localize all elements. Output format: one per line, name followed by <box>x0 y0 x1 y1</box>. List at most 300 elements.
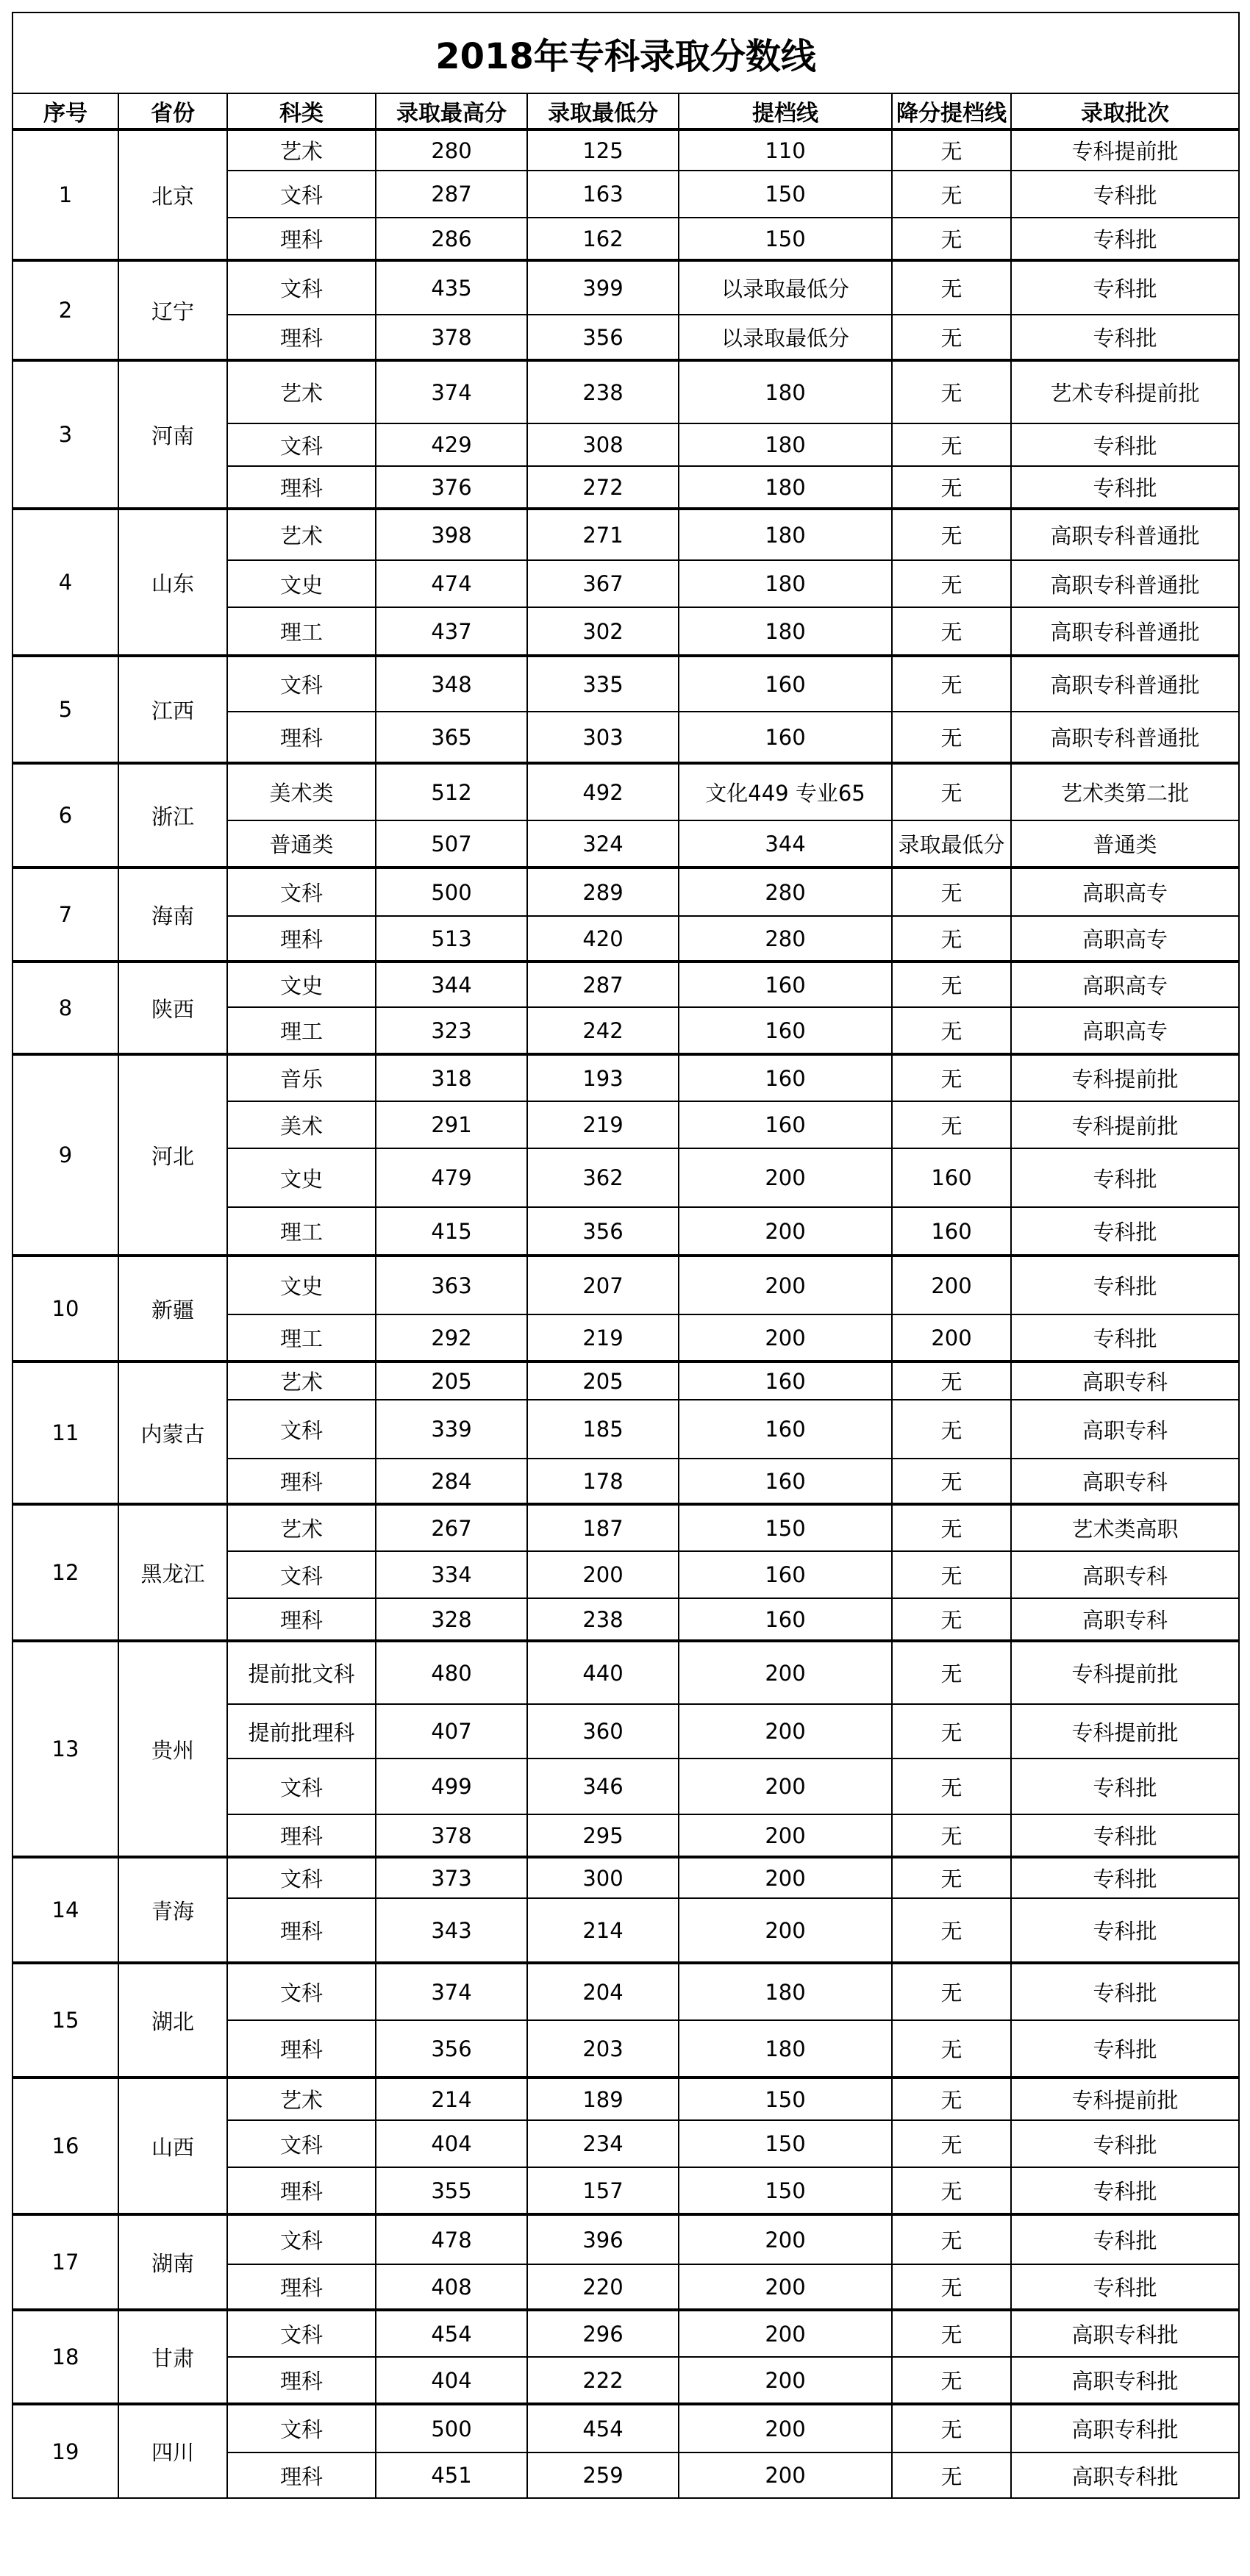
cell-reduced-cutoff: 无 <box>892 1007 1011 1054</box>
cell-category: 理科 <box>227 2167 376 2214</box>
cell-category: 文史 <box>227 1256 376 1314</box>
cell-province: 海南 <box>118 867 227 962</box>
cell-batch: 艺术专科提前批 <box>1011 360 1239 423</box>
cell-province: 河南 <box>118 360 227 509</box>
cell-reduced-cutoff: 无 <box>892 1898 1011 1963</box>
cell-max-score: 355 <box>376 2167 527 2214</box>
cell-min-score: 125 <box>527 129 679 171</box>
cell-cutoff: 200 <box>679 2214 892 2264</box>
cell-batch: 普通类 <box>1011 820 1239 867</box>
cell-category: 普通类 <box>227 820 376 867</box>
cell-category: 理工 <box>227 607 376 656</box>
cell-category: 文史 <box>227 1148 376 1207</box>
cell-batch: 专科批 <box>1011 2167 1239 2214</box>
cell-reduced-cutoff: 无 <box>892 218 1011 260</box>
cell-min-score: 162 <box>527 218 679 260</box>
cell-batch: 专科批 <box>1011 218 1239 260</box>
cell-max-score: 280 <box>376 129 527 171</box>
cell-batch: 专科提前批 <box>1011 1704 1239 1759</box>
cell-batch: 专科批 <box>1011 2120 1239 2167</box>
cell-batch: 高职专科普通批 <box>1011 560 1239 607</box>
cell-province: 山西 <box>118 2078 227 2214</box>
cell-province: 四川 <box>118 2404 227 2498</box>
cell-cutoff: 150 <box>679 218 892 260</box>
cell-max-score: 479 <box>376 1148 527 1207</box>
cell-batch: 专科批 <box>1011 260 1239 315</box>
cell-max-score: 374 <box>376 360 527 423</box>
cell-batch: 高职专科普通批 <box>1011 656 1239 712</box>
header-min-score: 录取最低分 <box>527 93 679 129</box>
cell-reduced-cutoff: 无 <box>892 1641 1011 1704</box>
cell-reduced-cutoff: 无 <box>892 129 1011 171</box>
table-row <box>12 1362 1239 1400</box>
cell-max-score: 339 <box>376 1400 527 1459</box>
cell-min-score: 420 <box>527 916 679 962</box>
cell-reduced-cutoff: 无 <box>892 916 1011 962</box>
cell-max-score: 365 <box>376 712 527 763</box>
cell-batch: 艺术类第二批 <box>1011 763 1239 820</box>
cell-reduced-cutoff: 200 <box>892 1314 1011 1362</box>
cell-cutoff: 180 <box>679 509 892 560</box>
header-reduced-cutoff: 降分提档线 <box>892 93 1011 129</box>
cell-batch: 专科提前批 <box>1011 1101 1239 1148</box>
cell-no: 4 <box>12 509 118 656</box>
cell-min-score: 219 <box>527 1101 679 1148</box>
cell-min-score: 296 <box>527 2310 679 2357</box>
cell-reduced-cutoff: 无 <box>892 2120 1011 2167</box>
cell-category: 文史 <box>227 560 376 607</box>
cell-category: 提前批理科 <box>227 1704 376 1759</box>
cell-min-score: 259 <box>527 2452 679 2498</box>
cell-min-score: 287 <box>527 962 679 1007</box>
cell-batch: 专科批 <box>1011 466 1239 509</box>
cell-no: 14 <box>12 1857 118 1963</box>
cell-min-score: 303 <box>527 712 679 763</box>
cell-category: 理科 <box>227 712 376 763</box>
cell-batch: 专科批 <box>1011 1857 1239 1898</box>
cell-min-score: 205 <box>527 1362 679 1400</box>
cell-cutoff: 文化449 专业65 <box>679 763 892 820</box>
cell-cutoff: 160 <box>679 1459 892 1504</box>
cell-max-score: 291 <box>376 1101 527 1148</box>
table-row <box>12 656 1239 712</box>
cell-no: 7 <box>12 867 118 962</box>
cell-reduced-cutoff: 无 <box>892 712 1011 763</box>
cell-max-score: 344 <box>376 962 527 1007</box>
cell-max-score: 437 <box>376 607 527 656</box>
cell-cutoff: 200 <box>679 1148 892 1207</box>
cell-cutoff: 200 <box>679 1207 892 1256</box>
cell-no: 1 <box>12 129 118 260</box>
cell-max-score: 267 <box>376 1504 527 1551</box>
cell-reduced-cutoff: 无 <box>892 315 1011 360</box>
cell-cutoff: 110 <box>679 129 892 171</box>
cell-reduced-cutoff: 无 <box>892 1054 1011 1101</box>
table-row <box>12 1641 1239 1704</box>
cell-no: 16 <box>12 2078 118 2214</box>
cell-category: 提前批文科 <box>227 1641 376 1704</box>
cell-cutoff: 160 <box>679 962 892 1007</box>
cell-category: 理科 <box>227 2264 376 2310</box>
cell-reduced-cutoff: 无 <box>892 423 1011 466</box>
cell-min-score: 295 <box>527 1814 679 1857</box>
header-no: 序号 <box>12 93 118 129</box>
cell-reduced-cutoff: 无 <box>892 466 1011 509</box>
cell-reduced-cutoff: 无 <box>892 2078 1011 2120</box>
cell-category: 艺术 <box>227 1504 376 1551</box>
cell-no: 17 <box>12 2214 118 2310</box>
header-category: 科类 <box>227 93 376 129</box>
cell-reduced-cutoff: 无 <box>892 1101 1011 1148</box>
table-row <box>12 129 1239 171</box>
cell-category: 音乐 <box>227 1054 376 1101</box>
cell-cutoff: 200 <box>679 2452 892 2498</box>
cell-province: 贵州 <box>118 1641 227 1857</box>
cell-min-score: 238 <box>527 360 679 423</box>
header-cutoff: 提档线 <box>679 93 892 129</box>
cell-no: 13 <box>12 1641 118 1857</box>
cell-max-score: 348 <box>376 656 527 712</box>
cell-batch: 高职专科普通批 <box>1011 509 1239 560</box>
cell-max-score: 435 <box>376 260 527 315</box>
cell-category: 艺术 <box>227 129 376 171</box>
table-body <box>12 129 1239 2498</box>
cell-batch: 高职专科批 <box>1011 2404 1239 2452</box>
cell-batch: 高职专科 <box>1011 1362 1239 1400</box>
cell-reduced-cutoff: 无 <box>892 1551 1011 1598</box>
cell-cutoff: 160 <box>679 656 892 712</box>
cell-batch: 专科批 <box>1011 1898 1239 1963</box>
cell-max-score: 292 <box>376 1314 527 1362</box>
cell-cutoff: 160 <box>679 1400 892 1459</box>
cell-cutoff: 160 <box>679 1598 892 1641</box>
cell-category: 艺术 <box>227 2078 376 2120</box>
table-row <box>12 962 1239 1007</box>
cell-min-score: 454 <box>527 2404 679 2452</box>
cell-cutoff: 150 <box>679 171 892 218</box>
cell-batch: 专科批 <box>1011 2264 1239 2310</box>
cell-category: 理科 <box>227 2452 376 2498</box>
cell-reduced-cutoff: 无 <box>892 260 1011 315</box>
cell-max-score: 429 <box>376 423 527 466</box>
cell-max-score: 451 <box>376 2452 527 2498</box>
cell-reduced-cutoff: 无 <box>892 2310 1011 2357</box>
cell-reduced-cutoff: 160 <box>892 1207 1011 1256</box>
cell-max-score: 513 <box>376 916 527 962</box>
cell-reduced-cutoff: 无 <box>892 867 1011 916</box>
cell-batch: 专科批 <box>1011 1814 1239 1857</box>
table-row <box>12 2310 1239 2357</box>
cell-cutoff: 180 <box>679 423 892 466</box>
cell-max-score: 499 <box>376 1759 527 1814</box>
cell-reduced-cutoff: 无 <box>892 1400 1011 1459</box>
cell-category: 艺术 <box>227 1362 376 1400</box>
cell-no: 2 <box>12 260 118 360</box>
cell-cutoff: 150 <box>679 2167 892 2214</box>
score-table-sheet <box>12 12 1238 2499</box>
cell-reduced-cutoff: 无 <box>892 962 1011 1007</box>
cell-province: 青海 <box>118 1857 227 1963</box>
table-row <box>12 360 1239 423</box>
cell-category: 文科 <box>227 867 376 916</box>
cell-min-score: 238 <box>527 1598 679 1641</box>
cell-province: 陕西 <box>118 962 227 1054</box>
cell-batch: 高职专科 <box>1011 1459 1239 1504</box>
cell-reduced-cutoff: 无 <box>892 2404 1011 2452</box>
cell-reduced-cutoff: 无 <box>892 509 1011 560</box>
cell-reduced-cutoff: 无 <box>892 2264 1011 2310</box>
cell-category: 文科 <box>227 2214 376 2264</box>
cell-batch: 专科提前批 <box>1011 2078 1239 2120</box>
cell-cutoff: 以录取最低分 <box>679 315 892 360</box>
cell-category: 文科 <box>227 2310 376 2357</box>
cell-min-score: 271 <box>527 509 679 560</box>
cell-cutoff: 150 <box>679 1504 892 1551</box>
cell-reduced-cutoff: 无 <box>892 2452 1011 2498</box>
cell-cutoff: 200 <box>679 2357 892 2404</box>
cell-batch: 高职专科批 <box>1011 2452 1239 2498</box>
cell-max-score: 478 <box>376 2214 527 2264</box>
cell-max-score: 404 <box>376 2120 527 2167</box>
cell-reduced-cutoff: 无 <box>892 1759 1011 1814</box>
cell-reduced-cutoff: 无 <box>892 1814 1011 1857</box>
cell-min-score: 242 <box>527 1007 679 1054</box>
cell-province: 山东 <box>118 509 227 656</box>
cell-max-score: 474 <box>376 560 527 607</box>
cell-min-score: 193 <box>527 1054 679 1101</box>
cell-cutoff: 200 <box>679 1857 892 1898</box>
cell-reduced-cutoff: 无 <box>892 763 1011 820</box>
cell-max-score: 398 <box>376 509 527 560</box>
header-max-score: 录取最高分 <box>376 93 527 129</box>
cell-reduced-cutoff: 无 <box>892 656 1011 712</box>
cell-batch: 专科提前批 <box>1011 1641 1239 1704</box>
cell-min-score: 492 <box>527 763 679 820</box>
cell-min-score: 300 <box>527 1857 679 1898</box>
cell-category: 理科 <box>227 1814 376 1857</box>
cell-category: 文科 <box>227 1551 376 1598</box>
cell-category: 理工 <box>227 1207 376 1256</box>
cell-batch: 高职专科批 <box>1011 2310 1239 2357</box>
cell-batch: 高职专科普通批 <box>1011 607 1239 656</box>
cell-min-score: 362 <box>527 1148 679 1207</box>
cell-min-score: 187 <box>527 1504 679 1551</box>
cell-batch: 专科批 <box>1011 171 1239 218</box>
cell-min-score: 324 <box>527 820 679 867</box>
cell-cutoff: 200 <box>679 1256 892 1314</box>
cell-cutoff: 180 <box>679 560 892 607</box>
cell-province: 黑龙江 <box>118 1504 227 1641</box>
cell-province: 江西 <box>118 656 227 763</box>
cell-min-score: 346 <box>527 1759 679 1814</box>
cell-reduced-cutoff: 无 <box>892 2357 1011 2404</box>
cell-reduced-cutoff: 无 <box>892 2214 1011 2264</box>
cell-batch: 专科批 <box>1011 1148 1239 1207</box>
cell-batch: 高职专科普通批 <box>1011 712 1239 763</box>
cell-cutoff: 160 <box>679 712 892 763</box>
cell-category: 理科 <box>227 315 376 360</box>
cell-batch: 高职专科批 <box>1011 2357 1239 2404</box>
cell-category: 文科 <box>227 2404 376 2452</box>
cell-min-score: 200 <box>527 1551 679 1598</box>
cell-category: 文科 <box>227 1857 376 1898</box>
table-row <box>12 1963 1239 2020</box>
cell-min-score: 399 <box>527 260 679 315</box>
cell-min-score: 234 <box>527 2120 679 2167</box>
cell-cutoff: 200 <box>679 1898 892 1963</box>
cell-province: 湖北 <box>118 1963 227 2078</box>
cell-max-score: 284 <box>376 1459 527 1504</box>
cell-province: 湖南 <box>118 2214 227 2310</box>
cell-max-score: 374 <box>376 1963 527 2020</box>
header-province: 省份 <box>118 93 227 129</box>
cell-reduced-cutoff: 无 <box>892 560 1011 607</box>
cell-min-score: 204 <box>527 1963 679 2020</box>
cell-cutoff: 160 <box>679 1054 892 1101</box>
cell-max-score: 378 <box>376 1814 527 1857</box>
cell-batch: 高职专科 <box>1011 1400 1239 1459</box>
cell-cutoff: 以录取最低分 <box>679 260 892 315</box>
table-row <box>12 2214 1239 2264</box>
cell-batch: 专科批 <box>1011 1759 1239 1814</box>
cell-min-score: 356 <box>527 315 679 360</box>
cell-cutoff: 344 <box>679 820 892 867</box>
cell-max-score: 408 <box>376 2264 527 2310</box>
cell-reduced-cutoff: 无 <box>892 360 1011 423</box>
cell-max-score: 454 <box>376 2310 527 2357</box>
cell-min-score: 440 <box>527 1641 679 1704</box>
cell-category: 文科 <box>227 260 376 315</box>
cell-batch: 高职高专 <box>1011 916 1239 962</box>
cell-category: 理科 <box>227 1598 376 1641</box>
cell-max-score: 500 <box>376 2404 527 2452</box>
cell-reduced-cutoff: 无 <box>892 171 1011 218</box>
cell-batch: 专科批 <box>1011 2214 1239 2264</box>
cell-min-score: 163 <box>527 171 679 218</box>
cell-province: 内蒙古 <box>118 1362 227 1504</box>
cell-max-score: 415 <box>376 1207 527 1256</box>
table-row <box>12 867 1239 916</box>
cell-no: 10 <box>12 1256 118 1362</box>
table-row <box>12 1504 1239 1551</box>
cell-no: 6 <box>12 763 118 867</box>
cell-cutoff: 200 <box>679 2310 892 2357</box>
cell-reduced-cutoff: 无 <box>892 1362 1011 1400</box>
cell-category: 文科 <box>227 2120 376 2167</box>
cell-max-score: 500 <box>376 867 527 916</box>
score-table <box>12 12 1240 2499</box>
cell-min-score: 360 <box>527 1704 679 1759</box>
cell-reduced-cutoff: 200 <box>892 1256 1011 1314</box>
cell-category: 文科 <box>227 171 376 218</box>
cell-min-score: 214 <box>527 1898 679 1963</box>
cell-batch: 高职专科 <box>1011 1551 1239 1598</box>
cell-cutoff: 200 <box>679 1704 892 1759</box>
cell-cutoff: 160 <box>679 1551 892 1598</box>
cell-batch: 专科提前批 <box>1011 1054 1239 1101</box>
cell-cutoff: 160 <box>679 1101 892 1148</box>
cell-reduced-cutoff: 无 <box>892 1963 1011 2020</box>
cell-cutoff: 200 <box>679 2404 892 2452</box>
cell-category: 艺术 <box>227 509 376 560</box>
cell-min-score: 272 <box>527 466 679 509</box>
cell-reduced-cutoff: 无 <box>892 2020 1011 2078</box>
table-title: 2018年专科录取分数线 <box>12 12 1239 93</box>
cell-category: 文科 <box>227 423 376 466</box>
cell-province: 北京 <box>118 129 227 260</box>
cell-category: 艺术 <box>227 360 376 423</box>
cell-max-score: 328 <box>376 1598 527 1641</box>
cell-max-score: 343 <box>376 1898 527 1963</box>
cell-max-score: 378 <box>376 315 527 360</box>
cell-category: 文科 <box>227 1759 376 1814</box>
cell-category: 文科 <box>227 1400 376 1459</box>
table-row <box>12 763 1239 820</box>
cell-cutoff: 180 <box>679 1963 892 2020</box>
cell-cutoff: 150 <box>679 2120 892 2167</box>
cell-category: 理科 <box>227 218 376 260</box>
table-row <box>12 260 1239 315</box>
cell-max-score: 318 <box>376 1054 527 1101</box>
cell-min-score: 220 <box>527 2264 679 2310</box>
cell-max-score: 376 <box>376 466 527 509</box>
cell-cutoff: 180 <box>679 466 892 509</box>
cell-batch: 专科批 <box>1011 315 1239 360</box>
cell-min-score: 356 <box>527 1207 679 1256</box>
cell-max-score: 287 <box>376 171 527 218</box>
cell-no: 15 <box>12 1963 118 2078</box>
cell-cutoff: 180 <box>679 360 892 423</box>
table-row <box>12 1857 1239 1898</box>
table-row <box>12 509 1239 560</box>
cell-no: 12 <box>12 1504 118 1641</box>
cell-no: 19 <box>12 2404 118 2498</box>
cell-min-score: 367 <box>527 560 679 607</box>
cell-max-score: 363 <box>376 1256 527 1314</box>
cell-reduced-cutoff: 无 <box>892 607 1011 656</box>
cell-reduced-cutoff: 无 <box>892 1857 1011 1898</box>
header-row <box>12 93 1239 129</box>
cell-category: 理科 <box>227 916 376 962</box>
cell-province: 河北 <box>118 1054 227 1256</box>
cell-max-score: 205 <box>376 1362 527 1400</box>
cell-category: 理工 <box>227 1007 376 1054</box>
cell-province: 辽宁 <box>118 260 227 360</box>
cell-batch: 高职高专 <box>1011 962 1239 1007</box>
cell-reduced-cutoff: 无 <box>892 1598 1011 1641</box>
cell-min-score: 219 <box>527 1314 679 1362</box>
cell-min-score: 222 <box>527 2357 679 2404</box>
cell-batch: 专科批 <box>1011 423 1239 466</box>
cell-category: 文科 <box>227 656 376 712</box>
cell-category: 理科 <box>227 1459 376 1504</box>
cell-max-score: 334 <box>376 1551 527 1598</box>
table-row <box>12 1054 1239 1101</box>
cell-max-score: 512 <box>376 763 527 820</box>
cell-min-score: 178 <box>527 1459 679 1504</box>
cell-province: 新疆 <box>118 1256 227 1362</box>
cell-cutoff: 200 <box>679 1314 892 1362</box>
cell-min-score: 157 <box>527 2167 679 2214</box>
cell-cutoff: 200 <box>679 2264 892 2310</box>
cell-min-score: 335 <box>527 656 679 712</box>
cell-min-score: 302 <box>527 607 679 656</box>
cell-batch: 专科批 <box>1011 1207 1239 1256</box>
cell-max-score: 356 <box>376 2020 527 2078</box>
cell-reduced-cutoff: 录取最低分 <box>892 820 1011 867</box>
cell-min-score: 308 <box>527 423 679 466</box>
cell-reduced-cutoff: 无 <box>892 1704 1011 1759</box>
